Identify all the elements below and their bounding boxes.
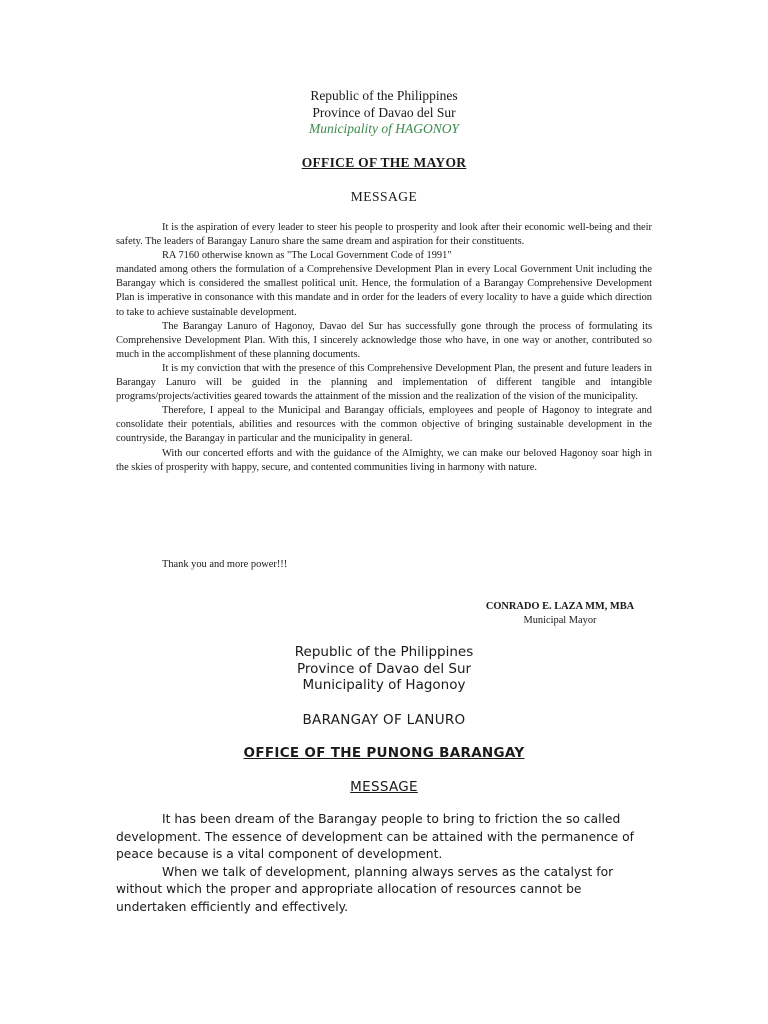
letterhead-republic: Republic of the Philippines xyxy=(294,644,474,660)
mayor-letterhead xyxy=(116,88,652,138)
signatory-title: Municipal Mayor xyxy=(523,615,597,626)
barangay-paragraph: It has been dream of the Barangay people to bring to friction the so called development. The essence of development can be attained with the permanence of peace because is a vital component of development. xyxy=(116,812,635,862)
barangay-message-heading: MESSAGE xyxy=(350,779,418,795)
office-of-punong-barangay-title: OFFICE OF THE PUNONG BARANGAY xyxy=(243,745,525,761)
mayor-message-heading: MESSAGE xyxy=(350,189,418,204)
letterhead-province: Province of Davao del Sur xyxy=(312,104,456,120)
mayor-paragraph: The Barangay Lanuro of Hagonoy, Davao del Sur has successfully gone through the process of formulating its Comprehensive Development Plan. With this, I sincerely acknowledge those who have, in one way or another, contributed so much in the accomplishment of these planning documents. xyxy=(116,320,652,360)
letterhead-municipality: Municipality of HAGONOY xyxy=(309,121,459,136)
mayor-message-body xyxy=(116,221,652,475)
signatory-name: CONRADO E. LAZA MM, MBA xyxy=(485,601,635,612)
barangay-message-body xyxy=(116,811,636,917)
mayor-paragraph: It is the aspiration of every leader to steer his people to prosperity and look after their economic well-being and their safety. The leaders of Barangay Lanuro share the same dream and aspiration for their constituents. xyxy=(116,222,652,248)
letterhead-province: Province of Davao del Sur xyxy=(296,660,472,677)
mayor-closing: Thank you and more power!!! xyxy=(162,559,288,570)
mayor-paragraph: It is my conviction that with the presence of this Comprehensive Development Plan, the present and future leaders in Barangay Lanuro will be guided in the planning and implementation of different tangible and intangible programs/projects/activities geared towards the attainment of the mission and the realization of the vision of the municipality. xyxy=(116,362,652,403)
office-of-the-mayor-title: OFFICE OF THE MAYOR xyxy=(301,155,467,170)
barangay-name-heading: BARANGAY OF LANURO xyxy=(302,712,466,728)
barangay-paragraph: When we talk of development, planning always serves as the catalyst for without which the proper and appropriate allocation of resources cannot be undertaken efficiently and effectively. xyxy=(116,864,614,914)
mayor-paragraph: RA 7160 otherwise known as "The Local Government Code of 1991" xyxy=(162,250,452,262)
letterhead-republic: Republic of the Philippines xyxy=(310,88,458,103)
letterhead-municipality: Municipality of Hagonoy xyxy=(302,677,466,693)
mayor-paragraph: With our concerted efforts and with the guidance of the Almighty, we can make our beloved Hagonoy soar high in the skies of prosperity with happy, secure, and contented communities living in harmony with nature. xyxy=(116,447,652,473)
mayor-paragraph: Therefore, I appeal to the Municipal and Barangay officials, employees and people of Hagonoy to integrate and consolidate their potentials, abilities and resources with the common objective of bringing sustainable development in the countryside, the Barangay in particular and the municipality in general. xyxy=(116,405,652,445)
barangay-letterhead xyxy=(116,644,652,694)
mayor-paragraph: mandated among others the formulation of a Comprehensive Development Plan in every Local Government Unit including the Barangay which is considered the smallest political unit. Hence, the formulation of a Barangay Comprehensive Development Plan is imperative in consonance with this mandate and in order for the leaders of every locality to have a guide which direction to take to achieve sustainable development. xyxy=(116,264,652,318)
